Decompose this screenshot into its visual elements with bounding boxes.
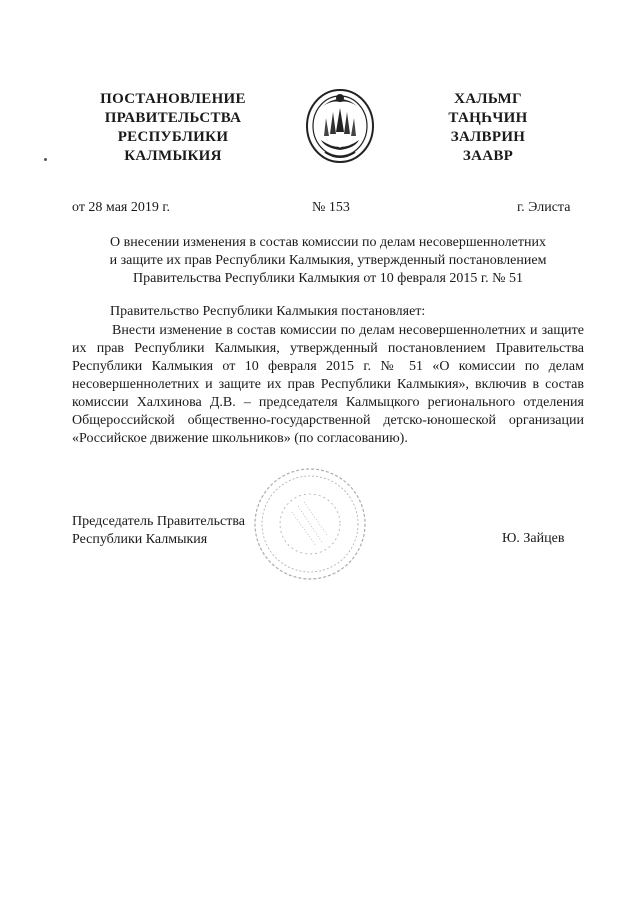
header-left-line: КАЛМЫКИЯ [124, 148, 222, 164]
resolution-body: Внести изменение в состав комиссии по делам несовершеннолетних и защите их прав Республики Калмыкия, утвержденный постановлением Правительства Республики Калмыкия от 10 февраля 2015 г. № 51 «О комиссии по делам несовершеннолетних и защите их прав Республики Калмыкия», включив в состав комиссии Халхинова Д.В. – председателя Калмыцкого регионального отделения Общероссийской общественно-государственной детско-юношеской организации «Российское движение школьников» (по согласованию). [72, 323, 584, 446]
resolution-intro: Правительство Республики Калмыкия постановляет: [110, 304, 426, 319]
document-date: от 28 мая 2019 г. [72, 200, 171, 215]
header-left-line: ПРАВИТЕЛЬСТВА [104, 110, 242, 126]
header-right-line: ЗАЛВРИН [450, 129, 526, 145]
title-line: О внесении изменения в состав комиссии по делам несовершеннолетних [110, 235, 546, 250]
document-number: № 153 [312, 200, 350, 215]
header-left-title [84, 90, 262, 166]
signatory-name: Ю. Зайцев [502, 531, 565, 546]
document-title [70, 234, 586, 288]
title-line: Правительства Республики Калмыкия от 10 февраля 2015 г. № 51 [133, 271, 523, 286]
official-round-seal-icon [252, 466, 368, 582]
title-line: и защите их прав Республики Калмыкия, утвержденный постановлением [109, 253, 547, 268]
signatory-position [72, 513, 245, 549]
header-left-line: ПОСТАНОВЛЕНИЕ [100, 91, 246, 107]
coat-of-arms-kalmykia-icon [303, 80, 377, 166]
header-right-line: ТАҢҺЧИН [448, 110, 528, 126]
header-right-line: ХАЛЬМГ [454, 91, 522, 107]
signatory-position-line: Председатель Правительства [72, 514, 245, 529]
signatory-position-line: Республики Калмыкия [72, 532, 208, 547]
header-right-title [418, 90, 558, 166]
header-left-line: РЕСПУБЛИКИ [117, 129, 229, 145]
header-right-line: ЗААВР [462, 148, 514, 164]
scan-speck [44, 158, 47, 161]
document-city: г. Элиста [517, 200, 571, 215]
